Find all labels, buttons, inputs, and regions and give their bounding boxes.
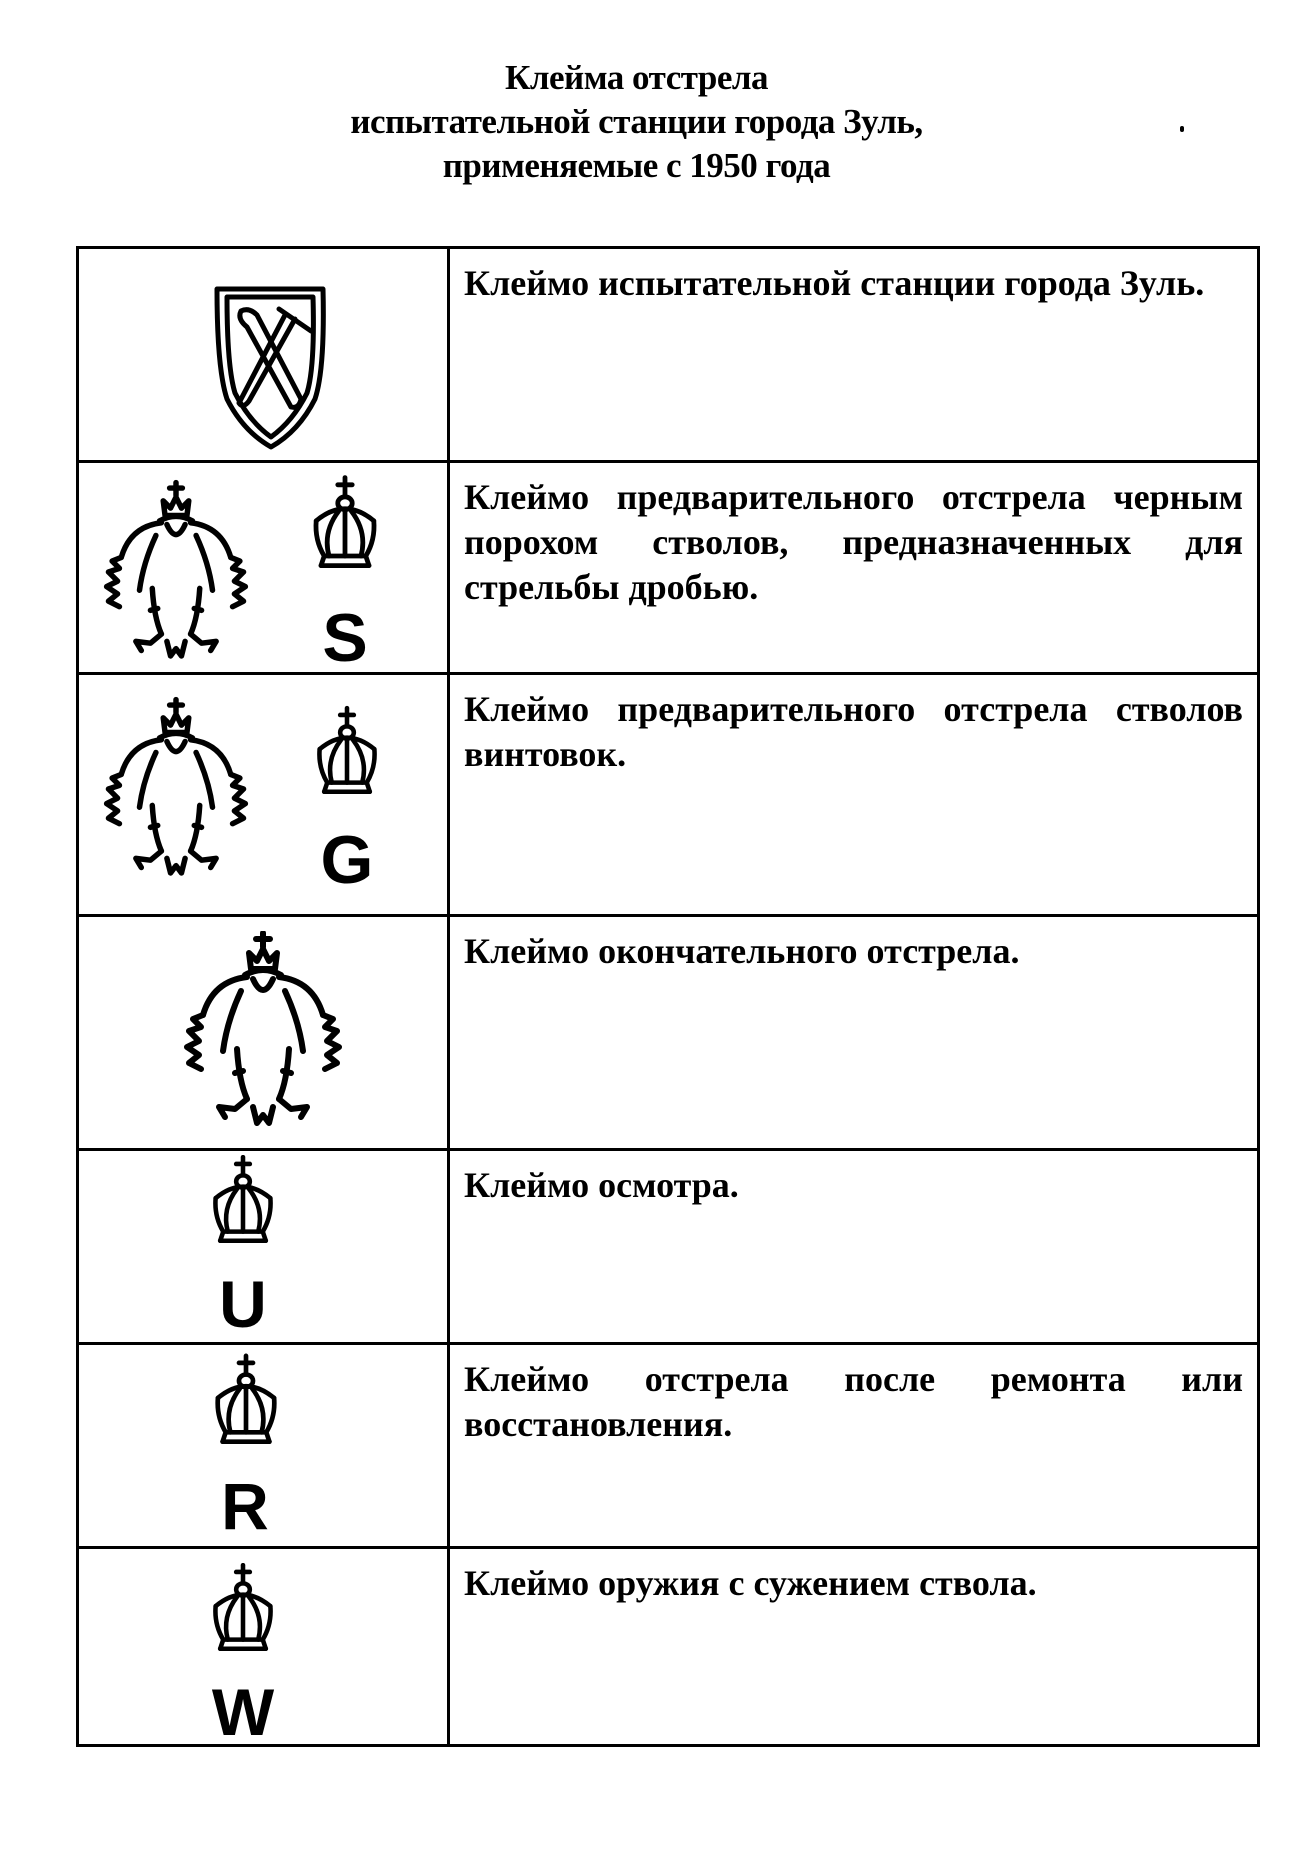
mark-letter: G (320, 822, 374, 898)
mark-cell (78, 1150, 449, 1344)
document-title (0, 56, 1313, 188)
mark-description: Клеймо предварительного отстрела черным порохом стволов, предназначенных для стрельбы дробью. (449, 462, 1259, 674)
table-row (78, 1548, 1259, 1746)
crown-icon (218, 1356, 275, 1442)
table-row (78, 462, 1259, 674)
mark-description: Клеймо предварительного отстрела стволов винтовок. (449, 674, 1259, 916)
eagle-icon (107, 483, 246, 656)
mark-letter: S (322, 600, 368, 675)
mark-cell (78, 1344, 449, 1548)
eagle-icon (107, 700, 246, 873)
mark-letter: R (221, 1469, 269, 1543)
crown-icon (215, 1157, 270, 1241)
title-line-2: испытательной станции города Зуль, (350, 102, 923, 141)
mark-letter: W (211, 1675, 275, 1747)
proof-marks-table (76, 246, 1260, 1747)
table-row (78, 674, 1259, 916)
mark-cell (78, 916, 449, 1150)
crown-icon (316, 478, 374, 566)
mark-letter: U (219, 1267, 267, 1341)
table-row (78, 248, 1259, 462)
mark-cell (78, 248, 449, 462)
table-row (78, 916, 1259, 1150)
mark-cell (78, 674, 449, 916)
table-row (78, 1344, 1259, 1548)
mark-cell (78, 462, 449, 674)
crown-icon (319, 708, 374, 792)
mark-description: Клеймо оружия с сужением ствола. (449, 1548, 1259, 1746)
mark-description: Клеймо осмотра. (449, 1150, 1259, 1344)
shield-hammer-pick-icon (79, 249, 447, 463)
title-line-3: применяемые с 1950 года (442, 146, 831, 185)
table-row (78, 1150, 1259, 1344)
title-line-1: Клейма отстрела (504, 58, 768, 97)
print-speck (1180, 126, 1184, 132)
mark-description: Клеймо окончательного отстрела. (449, 916, 1259, 1150)
crown-icon (215, 1565, 270, 1649)
mark-cell (78, 1548, 449, 1746)
eagle-icon (187, 933, 339, 1123)
mark-description: Клеймо испытательной станции города Зуль. (449, 248, 1259, 462)
mark-description: Клеймо отстрела после ремонта или восстановления. (449, 1344, 1259, 1548)
